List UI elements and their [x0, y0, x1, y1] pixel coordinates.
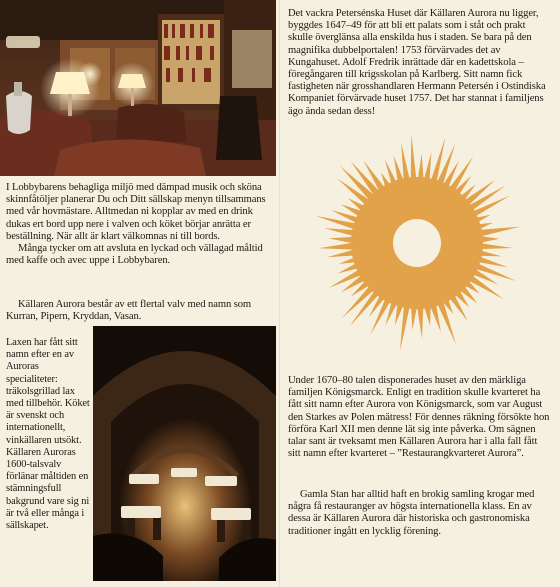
lobby-bar-text: I Lobbybarens behagliga miljö med dämpad musik och sköna skinnfåtöljer planerar Du och Ditt sällskap menyn tillsammans med vår hovmästare. Alltmedan ni kopplar av med en drink dukas ert bord upp nere i valven och köket börjar anrätta er beställning. När allt är klart välkomnas ni till bords. — [6, 182, 266, 242]
konigsmarck-text: Under 1670–80 talen disponerades huset av den märkliga familjen Königsmarck. Enligt en tradition skulle kvarteret ha fått sitt namn efter Aurora von Königsmarck, som var August den Starkes av Polen mätress! För dennes räkning försökte hon förföra Karl XII men denne lät sig inte påverka. Om sägnen talar sant är tveksamt men Källaren Aurora har i alla fall fått sitt namn efter kvarteret – ”Restaurangkvarteret Aurora”. — [288, 375, 550, 460]
gamla-stan-text: Gamla Stan har alltid haft en brokig samling krogar med några få restauranger av högsta internationella klass. En av dessa är Källaren Aurora där historiska och gastronomiska traditioner ingått en lycklig förening. — [288, 489, 535, 537]
lobby-bar-photo — [0, 0, 276, 176]
gamla-stan-paragraph — [288, 489, 552, 538]
konigsmarck-paragraph — [288, 375, 552, 460]
coffee-avec-text: Många tycker om att avsluta en lyckad och vällagad måltid med kaffe och avec uppe i Lobbybaren. — [6, 243, 263, 267]
sun-center — [393, 219, 441, 267]
vaults-text: Källaren Aurora består av ett flertal valv med namn som Kurran, Pipern, Kryddan, Vasan. — [6, 299, 252, 323]
vaults-paragraph — [6, 299, 276, 323]
sun-icon — [306, 132, 528, 354]
petersen-house-paragraph — [288, 8, 552, 118]
salmon-paragraph — [6, 337, 90, 532]
page-fold — [279, 0, 281, 587]
petersen-house-text: Det vackra Petersénska Huset där Källaren Aurora nu ligger, byggdes 1647–49 för att bli ett palats som i ståt och prakt skulle överglänsa alla enskilda hus i staden. Se bara på den magnifika dubbelportalen! 1753 förvärvades det av Kungahuset. Adolf Fredrik inrättade där en kadettskola – föregångaren till krigsskolan på Karlberg. Sitt namn fick fastigheten när grosshandlaren Hermann Petersén i Ostindiska Kompaniet förvärvade huset 1757. Det har stannat i familjens ägo ända sedan dess! — [288, 8, 546, 117]
sun-emblem — [306, 132, 528, 354]
salmon-text: Laxen har fått sitt namn efter en av Auroras specialiteter: träkolsgrillad lax med tillbehör. Köket är svenskt och internationellt, vinkällaren utsökt. Källaren Auroras 1600-talsvalv förlänar måltiden en stämningsfull bakgrund vare sig ni är två eller många i sällskapet. — [6, 337, 90, 532]
vaulted-cellar-photo — [93, 326, 276, 581]
lobby-bar-paragraph — [6, 182, 274, 267]
